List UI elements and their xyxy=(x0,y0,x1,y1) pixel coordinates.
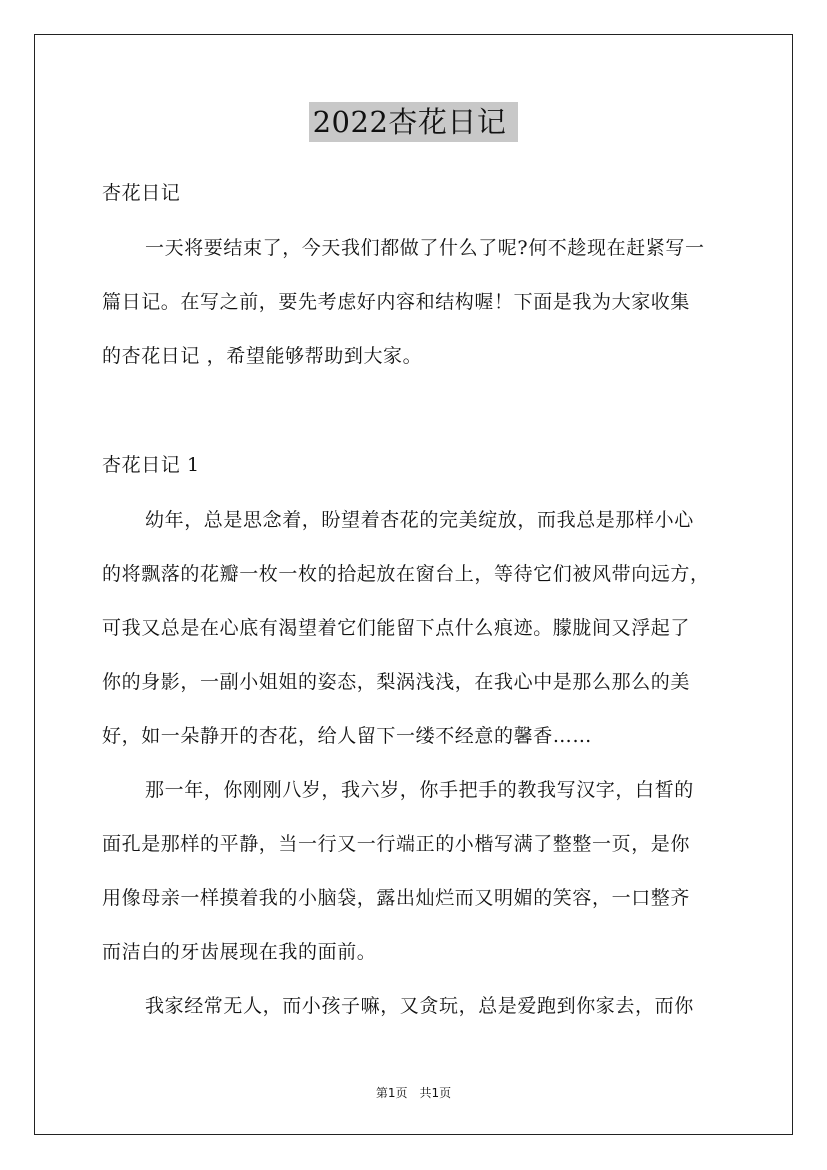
text-line: 你的身影，一副小姐姐的姿态，梨涡浅浅，在我心中是那么那么的美 xyxy=(102,671,691,693)
title-container xyxy=(0,102,827,142)
document-title: 2022杏花日记 xyxy=(309,102,519,142)
text-line: 而洁白的牙齿展现在我的面前。 xyxy=(102,941,377,963)
text-line: 我家经常无人，而小孩子嘛，又贪玩，总是爱跑到你家去，而你 xyxy=(145,995,694,1017)
text-line: 面孔是那样的平静，当一行又一行端正的小楷写满了整整一页，是你 xyxy=(102,833,691,855)
text-line: 的将飘落的花瓣一枚一枚的拾起放在窗台上，等待它们被风带向远方， xyxy=(102,563,710,585)
text-line: 篇日记。在写之前，要先考虑好内容和结构喔！下面是我为大家收集 xyxy=(102,291,691,313)
text-line: 用像母亲一样摸着我的小脑袋，露出灿烂而又明媚的笑容，一口整齐 xyxy=(102,887,691,909)
text-line: 的杏花日记 ，希望能够帮助到大家。 xyxy=(102,345,423,367)
page-footer: 第1页 共1页 xyxy=(375,1086,452,1100)
subtitle-heading: 杏花日记 xyxy=(102,182,181,204)
text-line: 好，如一朵静开的杏花，给人留下一缕不经意的馨香…… xyxy=(102,725,593,747)
section-heading: 杏花日记 1 xyxy=(102,454,200,476)
text-line: 可我又总是在心底有渴望着它们能留下点什么痕迹。朦胧间又浮起了 xyxy=(102,617,691,639)
text-line: 一天将要结束了，今天我们都做了什么了呢?何不趁现在赶紧写一 xyxy=(145,237,705,259)
text-line: 那一年，你刚刚八岁，我六岁，你手把手的教我写汉字，白皙的 xyxy=(145,779,694,801)
text-line: 幼年，总是思念着，盼望着杏花的完美绽放，而我总是那样小心 xyxy=(145,509,694,531)
